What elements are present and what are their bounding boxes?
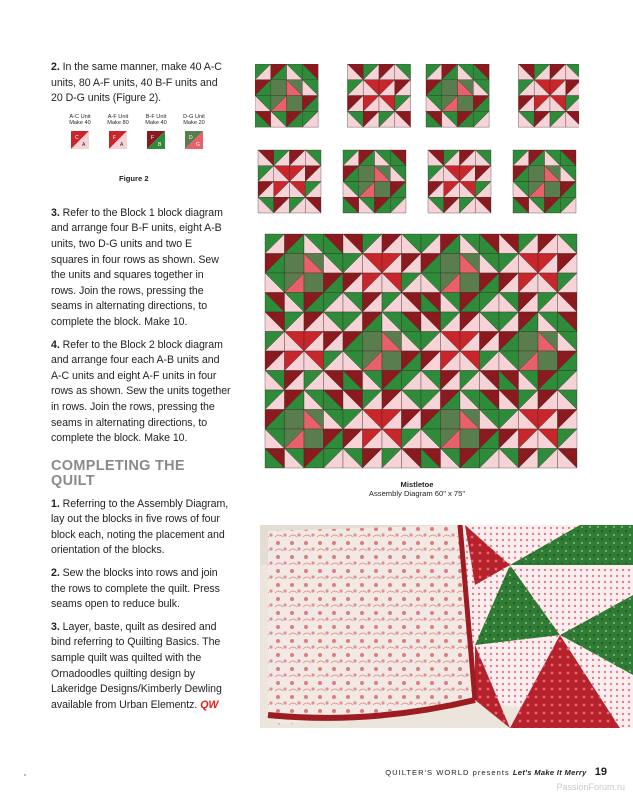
step-3	[51, 206, 231, 331]
unit-count: Make 40	[69, 120, 91, 127]
step-2-top	[51, 60, 231, 107]
assembly-diagram-size: Assembly Diagram 60" x 75"	[368, 489, 466, 498]
unit-count: Make 40	[145, 120, 167, 127]
watermark: PassionForum.ru	[556, 782, 625, 792]
step-number: 2.	[51, 567, 60, 580]
patch-label-tl: F	[113, 134, 117, 141]
patch-label-tl: D	[189, 134, 193, 141]
patch	[442, 80, 458, 96]
patch	[460, 273, 480, 293]
unit-count: Make 80	[107, 120, 129, 127]
patch	[285, 254, 305, 274]
page-number: 19	[594, 766, 607, 778]
brand-line: QUILTER'S WORLD presents	[385, 768, 510, 777]
patch-label-br: G	[196, 141, 200, 148]
section-heading: COMPLETING THE QUILT	[51, 457, 185, 489]
magazine-title: Let's Make It Merry	[512, 768, 587, 777]
step-text: Layer, baste, quilt as desired and bind referring to Quilting Basics. The sample quilt was quilted with the Ornadoodles quilting design by Lakeridge Designs/Kimberly Dewling available from Urban Elementz.	[51, 620, 222, 711]
patch	[382, 351, 402, 371]
completing-step-1	[51, 497, 231, 559]
patch	[458, 96, 474, 112]
unit-swatch	[185, 131, 203, 149]
patch-label-br: B	[158, 141, 162, 148]
patch	[287, 96, 303, 112]
patch	[304, 273, 324, 293]
patch-label-tl: F	[151, 134, 155, 141]
unit-swatch	[71, 131, 89, 149]
unit-swatch	[109, 131, 127, 149]
patch	[441, 410, 461, 430]
patch	[529, 166, 545, 182]
quilt-layout-illustration	[255, 64, 579, 472]
patch	[441, 254, 461, 274]
quilt-photo	[260, 525, 633, 728]
patch	[460, 429, 480, 449]
patch	[375, 182, 391, 198]
completing-step-2	[51, 566, 231, 613]
step-number: 1.	[51, 497, 60, 510]
step-text: Sew the blocks into rows and join the rows to complete the quilt. Press seams open to reduce bulk.	[51, 567, 220, 611]
assembly-diagram	[255, 64, 579, 472]
unit-a-f	[101, 114, 135, 149]
unit-name: B-F Unit	[145, 113, 167, 120]
step-text: Referring to the Assembly Diagram, lay out the blocks in five rows of four block each, noting the placement and orientation of the blocks.	[51, 497, 229, 557]
page-dot	[24, 774, 26, 776]
qw-end-mark: QW	[200, 698, 219, 711]
patch	[359, 166, 375, 182]
unit-b-f	[139, 114, 173, 149]
patch	[304, 429, 324, 449]
figure-2	[51, 114, 231, 200]
patch-label-br: A	[82, 141, 86, 148]
step-text: Refer to the Block 2 block diagram and arrange four each A-B units and A-C units and eight A-F units in four rows as shown. Sew the units together in rows. Join the rows, pressing the seams in alternating directions, to complete the block. Make 10.	[51, 338, 231, 445]
step-number: 3.	[51, 206, 60, 219]
step-4	[51, 338, 231, 447]
patch	[545, 182, 561, 198]
unit-d-g	[177, 114, 211, 149]
unit-swatch	[147, 131, 165, 149]
step-number: 3.	[51, 620, 60, 633]
instructions-column	[51, 60, 231, 720]
step-text: Refer to the Block 1 block diagram and arrange four B-F units, eight A-B units, two D-G units and two E squares in four rows as shown. Sew the units and squares together in rows. Join the rows, pressing the seams in alternating directions, to complete the block. Make 10.	[51, 206, 223, 328]
page-footer	[385, 766, 607, 778]
unit-a-c	[63, 114, 97, 149]
completing-step-3	[51, 620, 231, 714]
quilt-title: Mistletoe	[400, 480, 434, 489]
step-text: In the same manner, make 40 A-C units, 80 A-F units, 40 B-F units and 20 D-G units (Figure 2).	[51, 61, 222, 105]
patch-label-br: A	[120, 141, 124, 148]
patch	[538, 351, 558, 371]
figure-label: Figure 2	[119, 173, 149, 183]
unit-name: D-G Unit	[183, 113, 205, 120]
diagram-caption	[255, 480, 579, 498]
patch	[285, 410, 305, 430]
step-number: 2.	[51, 61, 60, 73]
unit-name: A-F Unit	[107, 113, 129, 120]
patch	[271, 80, 287, 96]
step-number: 4.	[51, 338, 60, 351]
patch-label-tl: C	[75, 134, 79, 141]
unit-count: Make 20	[183, 120, 205, 127]
patch	[519, 332, 539, 352]
patch	[363, 332, 383, 352]
unit-name: A-C Unit	[69, 113, 91, 120]
